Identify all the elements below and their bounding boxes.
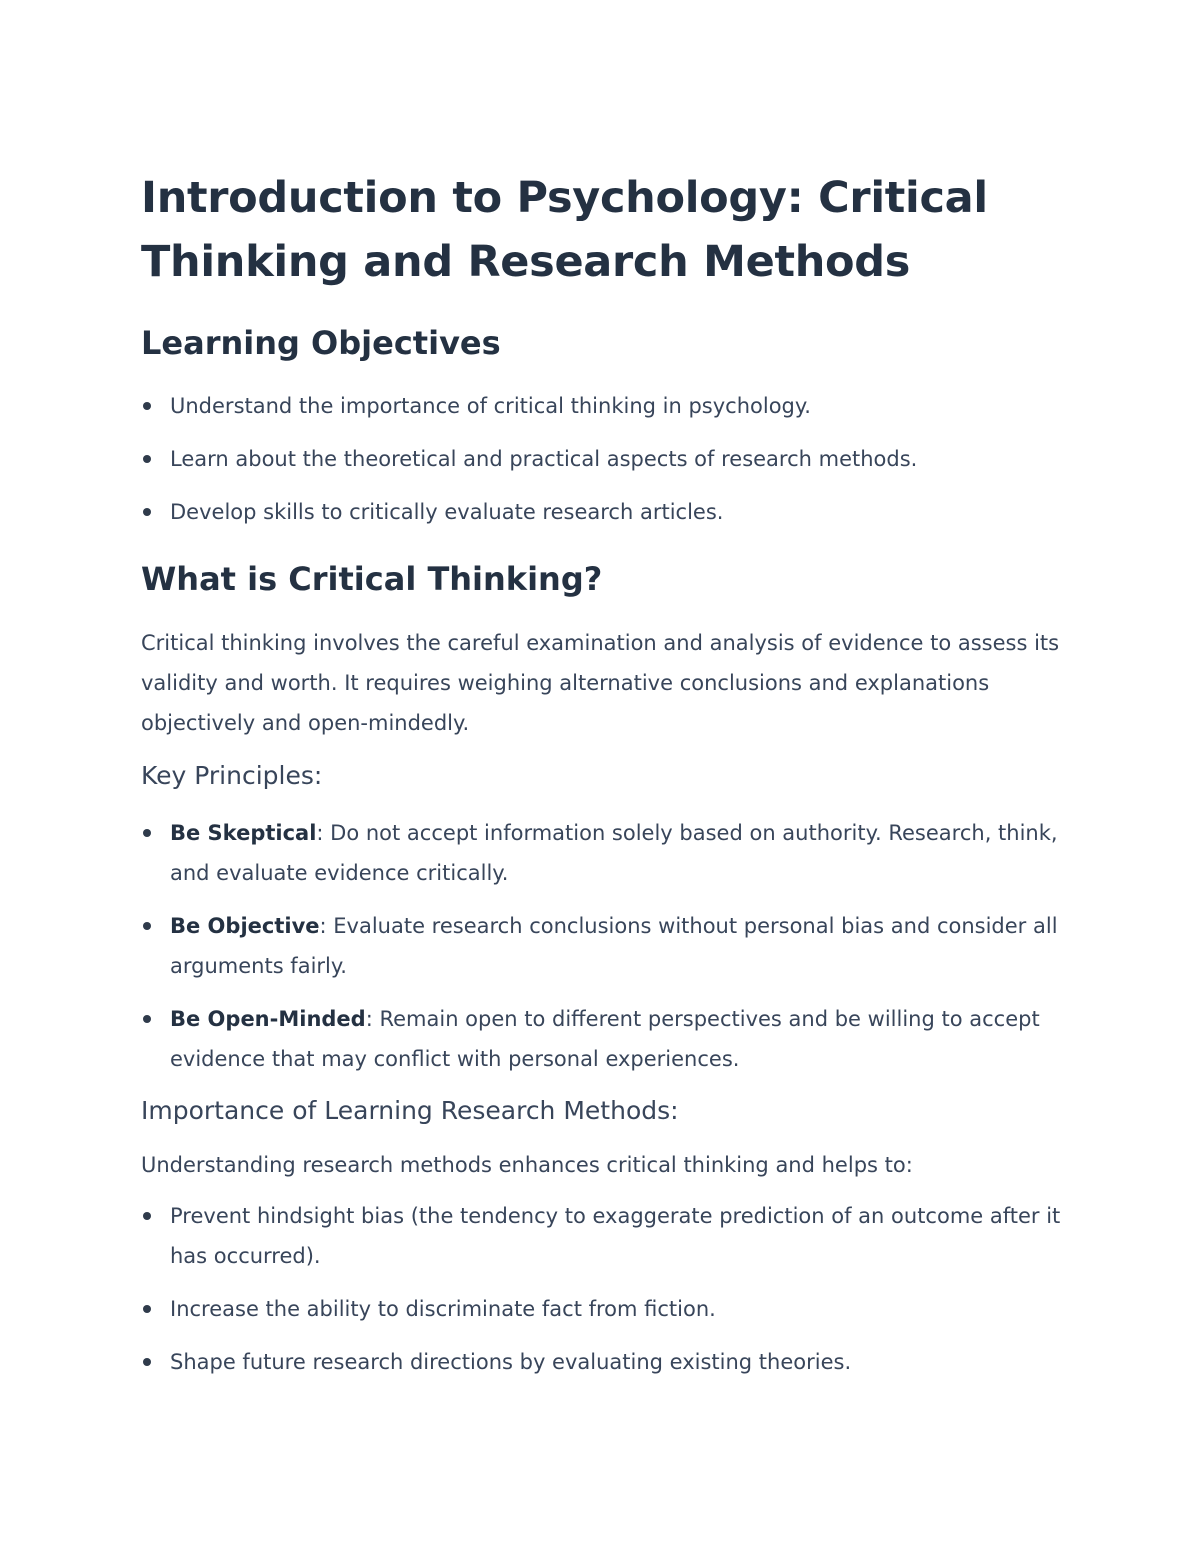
list-item bbox=[141, 386, 1071, 426]
list-item-text: Shape future research directions by evaluating existing theories. bbox=[170, 1350, 852, 1374]
bullet-icon bbox=[143, 455, 151, 463]
principle-term: Be Open-Minded bbox=[170, 1007, 366, 1031]
research-methods-intro: Understanding research methods enhances critical thinking and helps to: bbox=[141, 1153, 913, 1177]
critical-thinking-heading: What is Critical Thinking? bbox=[141, 560, 603, 598]
list-item-text: Prevent hindsight bias (the tendency to exaggerate prediction of an outcome after it has occurred). bbox=[170, 1204, 1061, 1268]
principle-term: Be Objective bbox=[170, 914, 320, 938]
list-item bbox=[141, 813, 1071, 893]
list-item-text: Understand the importance of critical thinking in psychology. bbox=[170, 394, 811, 418]
bullet-icon bbox=[143, 829, 151, 837]
list-item bbox=[141, 1289, 1071, 1329]
bullet-icon bbox=[143, 1015, 151, 1023]
list-item-text: Increase the ability to discriminate fact from fiction. bbox=[170, 1297, 716, 1321]
list-item bbox=[141, 906, 1071, 986]
research-methods-list bbox=[141, 1196, 1071, 1382]
bullet-icon bbox=[143, 402, 151, 410]
bullet-icon bbox=[143, 508, 151, 516]
principle-term: Be Skeptical bbox=[170, 821, 317, 845]
bullet-icon bbox=[143, 1358, 151, 1366]
list-item-text: Develop skills to critically evaluate research articles. bbox=[170, 500, 724, 524]
key-principles-heading: Key Principles: bbox=[141, 761, 323, 790]
bullet-icon bbox=[143, 1212, 151, 1220]
bullet-icon bbox=[143, 922, 151, 930]
bullet-icon bbox=[143, 1305, 151, 1313]
critical-thinking-definition: Critical thinking involves the careful examination and analysis of evidence to assess its validity and worth. It requires weighing alternative conclusions and explanations objectively and open-mindedly. bbox=[141, 631, 1060, 735]
key-principles-list bbox=[141, 813, 1071, 1079]
list-item bbox=[141, 492, 1071, 532]
principle-text: : Do not accept information solely based on authority. Research, think, and evaluate evidence critically. bbox=[170, 821, 1058, 885]
list-item bbox=[141, 1342, 1071, 1382]
list-item bbox=[141, 439, 1071, 479]
learning-objectives-heading: Learning Objectives bbox=[141, 324, 501, 362]
list-item bbox=[141, 999, 1071, 1079]
page-title: Introduction to Psychology: Critical Thinking and Research Methods bbox=[141, 173, 988, 287]
research-methods-heading: Importance of Learning Research Methods: bbox=[141, 1096, 679, 1125]
principle-text: : Evaluate research conclusions without personal bias and consider all arguments fairly. bbox=[170, 914, 1058, 978]
document-page bbox=[141, 166, 1071, 1382]
list-item bbox=[141, 1196, 1071, 1276]
learning-objectives-list bbox=[141, 386, 1071, 532]
principle-text: : Remain open to different perspectives and be willing to accept evidence that may conflict with personal experiences. bbox=[170, 1007, 1040, 1071]
list-item-text: Learn about the theoretical and practical aspects of research methods. bbox=[170, 447, 918, 471]
